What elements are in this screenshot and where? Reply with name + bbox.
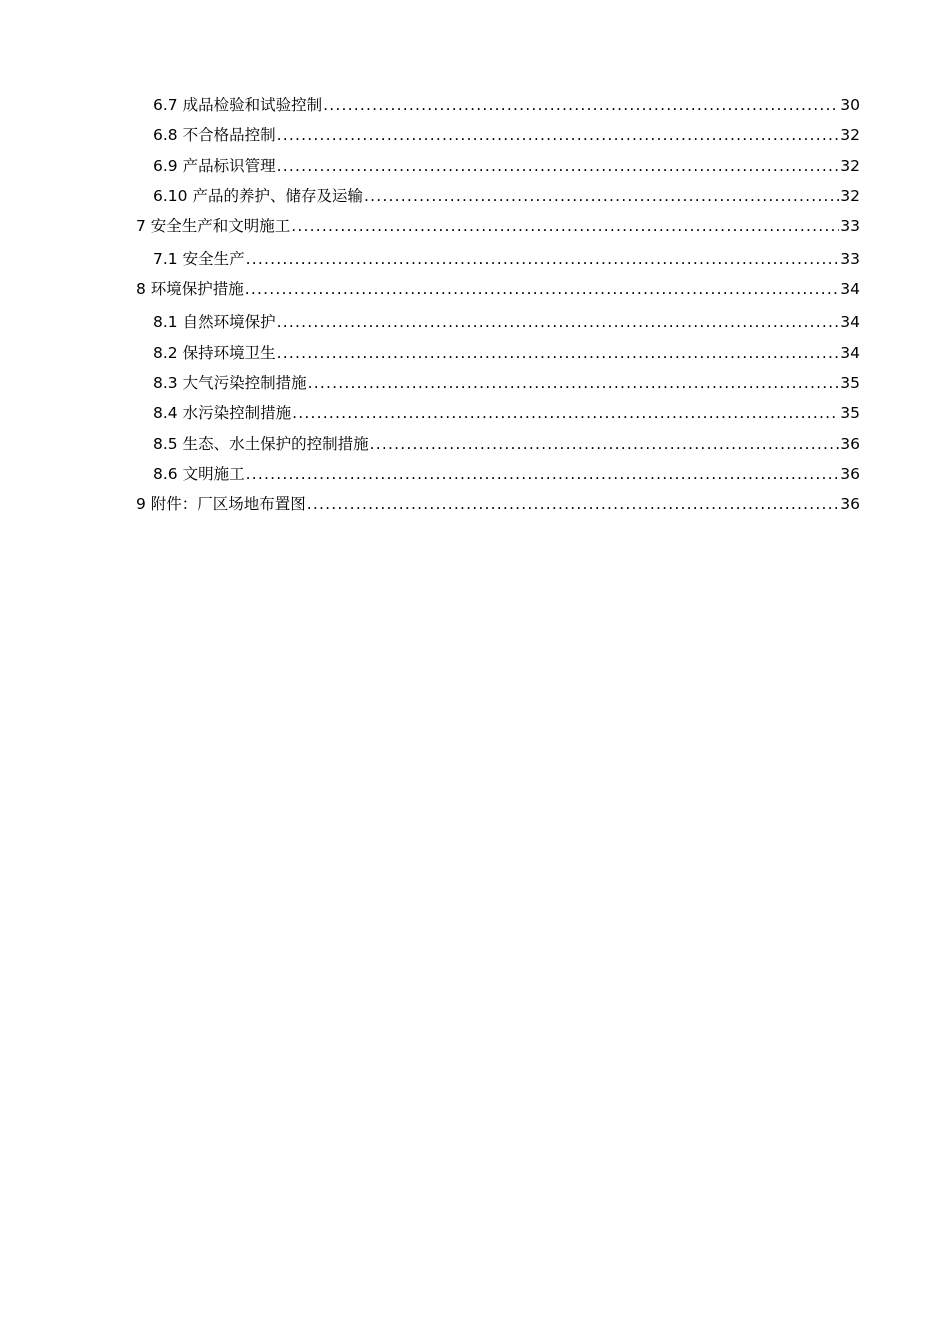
toc-entry-title: 6.7 成品检验和试验控制 [153,96,323,114]
toc-dot-leader [277,343,840,363]
toc-dot-leader [277,312,840,332]
toc-entry-page: 34 [840,313,860,332]
toc-dot-leader [323,95,839,115]
toc-entry-title: 8.3 大气污染控制措施 [153,374,307,393]
toc-entry-page: 33 [840,250,860,269]
toc-entry-8-5[interactable] [136,434,860,454]
toc-entry-8-1[interactable] [136,312,860,332]
toc-dot-leader [277,156,840,176]
toc-entry-8-3[interactable] [136,373,860,393]
toc-entry-page: 34 [840,280,860,299]
toc-entry-page: 30 [840,96,860,114]
toc-entry-7[interactable] [136,216,860,236]
toc-entry-title: 8.1 自然环境保护 [153,313,276,332]
toc-entry-8-6[interactable] [136,464,860,484]
toc-entry-page: 32 [840,126,860,145]
toc-entry-8-2[interactable] [136,343,860,363]
toc-dot-leader [246,464,840,484]
toc-entry-title: 8.6 文明施工 [153,464,245,483]
toc-entry-7-1[interactable] [136,249,860,269]
toc-entry-title: 9 附件：厂区场地布置图 [136,495,306,514]
toc-entry-title: 7.1 安全生产 [153,250,245,269]
toc-dot-leader [291,216,839,236]
toc-entry-8[interactable] [136,279,860,299]
toc-dot-leader [307,494,839,514]
toc-entry-6-7[interactable] [136,95,860,115]
toc-entry-page: 35 [840,374,860,393]
toc-dot-leader [246,249,840,269]
toc-entry-page: 32 [840,186,860,205]
toc-entry-title: 6.9 产品标识管理 [153,156,276,175]
toc-entry-title: 8.2 保持环境卫生 [153,343,276,362]
toc-entry-page: 36 [840,495,860,514]
toc-entry-6-10[interactable] [136,186,860,206]
toc-entry-page: 36 [840,434,860,453]
toc-dot-leader [245,279,839,299]
toc-entry-page: 36 [840,464,860,483]
toc-dot-leader [364,186,839,206]
toc-dot-leader [277,125,840,145]
toc-entry-title: 8.5 生态、水土保护的控制措施 [153,434,369,453]
toc-entry-title: 6.10 产品的养护、储存及运输 [153,186,363,205]
toc-entry-page: 34 [840,343,860,362]
toc-entry-page: 32 [840,156,860,175]
toc-entry-8-4[interactable] [136,403,860,423]
toc-entry-6-8[interactable] [136,125,860,145]
table-of-contents [136,95,860,527]
toc-entry-title: 7 安全生产和文明施工 [136,217,291,236]
toc-entry-title: 8 环境保护措施 [136,280,244,299]
toc-entry-title: 8.4 水污染控制措施 [153,404,292,423]
toc-entry-9[interactable] [136,494,860,514]
toc-dot-leader [370,434,840,454]
toc-dot-leader [292,403,839,423]
toc-entry-page: 35 [840,404,860,423]
toc-entry-6-9[interactable] [136,156,860,176]
toc-entry-page: 33 [840,217,860,236]
toc-dot-leader [308,373,840,393]
toc-entry-title: 6.8 不合格品控制 [153,126,276,145]
